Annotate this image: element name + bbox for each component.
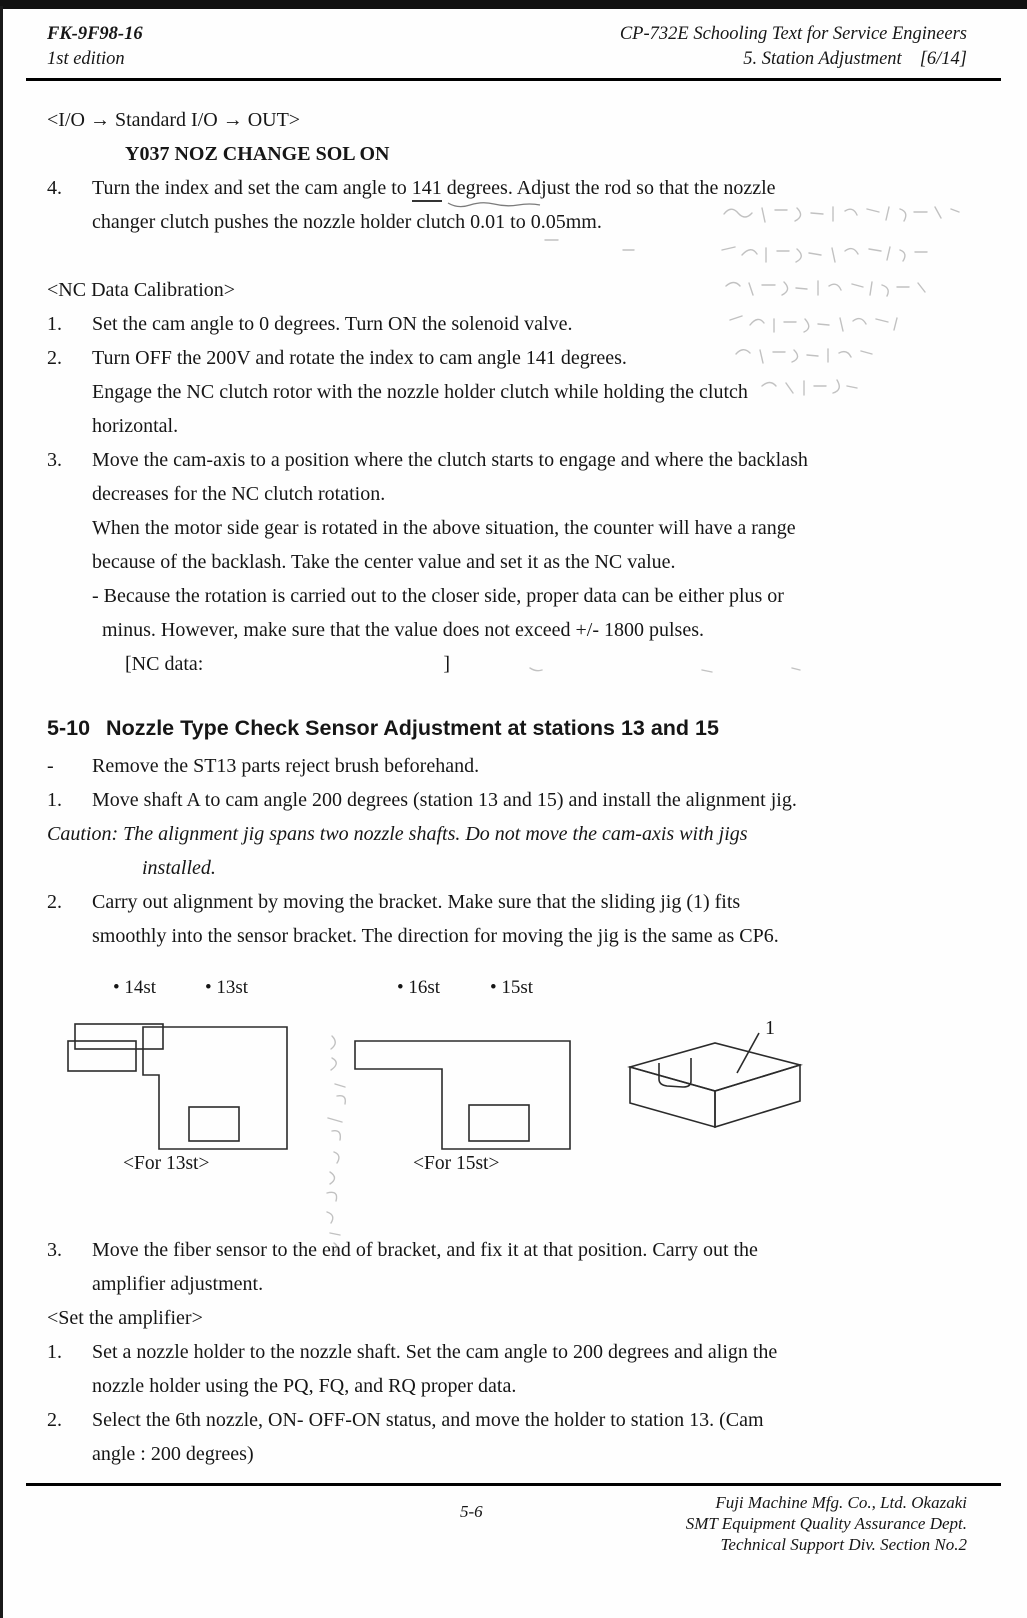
nc-step3-line4: because of the backlash. Take the center value and set it as the NC value. (92, 551, 676, 573)
organization-block (47, 1492, 967, 1555)
section-number: 5-10 (47, 716, 91, 740)
step-text (92, 171, 776, 205)
station-label-16st: • 16st (397, 977, 441, 998)
underlined-cam-angle: 141 (412, 177, 442, 202)
org-section: Technical Support Div. Section No.2 (720, 1535, 967, 1554)
caption-for-13st: <For 13st> (123, 1153, 210, 1174)
s510-step3-line1 (47, 1233, 967, 1267)
nc-step3-line1 (47, 443, 967, 477)
step-number: 3. (47, 449, 62, 471)
nc-data-entry (47, 647, 967, 681)
step-number: 4. (47, 177, 62, 199)
s510-step2-line1 (47, 885, 967, 919)
step-text: Set the cam angle to 0 degrees. Turn ON the solenoid valve. (92, 313, 573, 335)
signal-name-line: Y037 NOZ CHANGE SOL ON (125, 143, 390, 165)
scan-edge-top (0, 0, 1027, 9)
section-510-heading (47, 707, 967, 749)
io-path-line: <I/O → Standard I/O → OUT> (47, 109, 301, 131)
step4-text-pre: Turn the index and set the cam angle to (92, 177, 412, 199)
header-left (47, 22, 143, 72)
s510-step3-line2: amplifier adjustment. (92, 1273, 264, 1295)
step-number: - (47, 755, 54, 777)
s510-pre-step (47, 749, 967, 783)
sheet-ref: [6/14] (919, 49, 967, 69)
nc-note-line1: - Because the rotation is carried out to the closer side, proper data can be either plus or (92, 585, 784, 607)
amplifier-heading: <Set the amplifier> (47, 1307, 203, 1329)
station-label-14st: • 14st (113, 977, 157, 998)
doc-edition: 1st edition (47, 49, 125, 69)
nc-step2-line3: horizontal. (92, 415, 179, 437)
nc-data-open-bracket: [NC data: (125, 653, 204, 675)
step-number: 1. (47, 789, 62, 811)
amp-step1-line1 (47, 1335, 967, 1369)
jig-part-number-label: 1 (765, 1017, 775, 1039)
nc-step2-line2: Engage the NC clutch rotor with the nozzle holder clutch while holding the clutch (92, 381, 748, 403)
step-text: Turn OFF the 200V and rotate the index to cam angle 141 degrees. (92, 347, 627, 369)
station-label-13st: • 13st (205, 977, 249, 998)
step-number: 2. (47, 891, 62, 913)
page-number: 5-6 (460, 1502, 483, 1521)
caution-line1: Caution: The alignment jig spans two nozzle shafts. Do not move the cam-axis with jigs (47, 823, 748, 845)
step-text: Set a nozzle holder to the nozzle shaft. Set the cam angle to 200 degrees and align the (92, 1341, 778, 1363)
io-step4-line1 (47, 171, 967, 205)
step-number: 1. (47, 1341, 62, 1363)
header-right (620, 22, 967, 72)
caption-for-15st: <For 15st> (413, 1153, 500, 1174)
step-text: Move the cam-axis to a position where the clutch starts to engage and where the backlash (92, 449, 808, 471)
figure-area (47, 953, 967, 1233)
step-text: Move shaft A to cam angle 200 degrees (station 13 and 15) and install the alignment jig. (92, 789, 797, 811)
page-header (0, 0, 1027, 72)
station-label-15st: • 15st (490, 977, 534, 998)
step-text: Select the 6th nozzle, ON- OFF-ON status, and move the holder to station 13. (Cam (92, 1409, 764, 1431)
nc-calibration-heading: <NC Data Calibration> (47, 279, 236, 301)
section-title: Nozzle Type Check Sensor Adjustment at stations 13 and 15 (106, 716, 719, 740)
alignment-jig-drawing (630, 1033, 800, 1127)
step-number: 2. (47, 1409, 62, 1431)
nc-data-close-bracket: ] (443, 653, 450, 675)
amp-step1-line2: nozzle holder using the PQ, FQ, and RQ proper data. (92, 1375, 517, 1397)
nc-step2-line1 (47, 341, 967, 375)
chapter-title: 5. Station Adjustment (743, 49, 902, 69)
booklet-title: CP-732E Schooling Text for Service Engineers (619, 24, 967, 44)
org-dept: SMT Equipment Quality Assurance Dept. (685, 1514, 967, 1533)
amp-step2-line1 (47, 1403, 967, 1437)
doc-code: FK-9F98-16 (47, 24, 143, 44)
nc-step3-line3: When the motor side gear is rotated in the above situation, the counter will have a range (92, 517, 796, 539)
nc-step3-line2: decreases for the NC clutch rotation. (92, 483, 386, 505)
chapter-line (620, 47, 967, 72)
page-footer (0, 1486, 1027, 1606)
caution-line2: installed. (142, 857, 216, 879)
step-number: 1. (47, 313, 62, 335)
step4-text-post: degrees. Adjust the rod so that the nozzle (441, 177, 776, 199)
scan-edge-left (0, 6, 3, 1618)
amp-step2-line2: angle : 200 degrees) (92, 1443, 254, 1465)
nc-note-line2: minus. However, make sure that the value does not exceed +/- 1800 pulses. (102, 619, 704, 641)
step-text: Move the fiber sensor to the end of bracket, and fix it at that position. Carry out the (92, 1239, 758, 1261)
figure-drawings (47, 1019, 917, 1169)
bracket-15st-drawing (355, 1041, 570, 1149)
step-number: 3. (47, 1239, 62, 1261)
org-name: Fuji Machine Mfg. Co., Ltd. Okazaki (715, 1493, 967, 1512)
s510-step1 (47, 783, 967, 817)
s510-step2-line2: smoothly into the sensor bracket. The direction for moving the jig is the same as CP6. (92, 925, 779, 947)
bracket-13st-drawing (68, 1024, 287, 1149)
io-step4-line2: changer clutch pushes the nozzle holder clutch 0.01 to 0.05mm. (92, 211, 602, 233)
step-number: 2. (47, 347, 62, 369)
page-body (0, 81, 1027, 1471)
step-text: Remove the ST13 parts reject brush beforehand. (92, 755, 480, 777)
nc-step1 (47, 307, 967, 341)
step-text: Carry out alignment by moving the bracket. Make sure that the sliding jig (1) fits (92, 891, 741, 913)
